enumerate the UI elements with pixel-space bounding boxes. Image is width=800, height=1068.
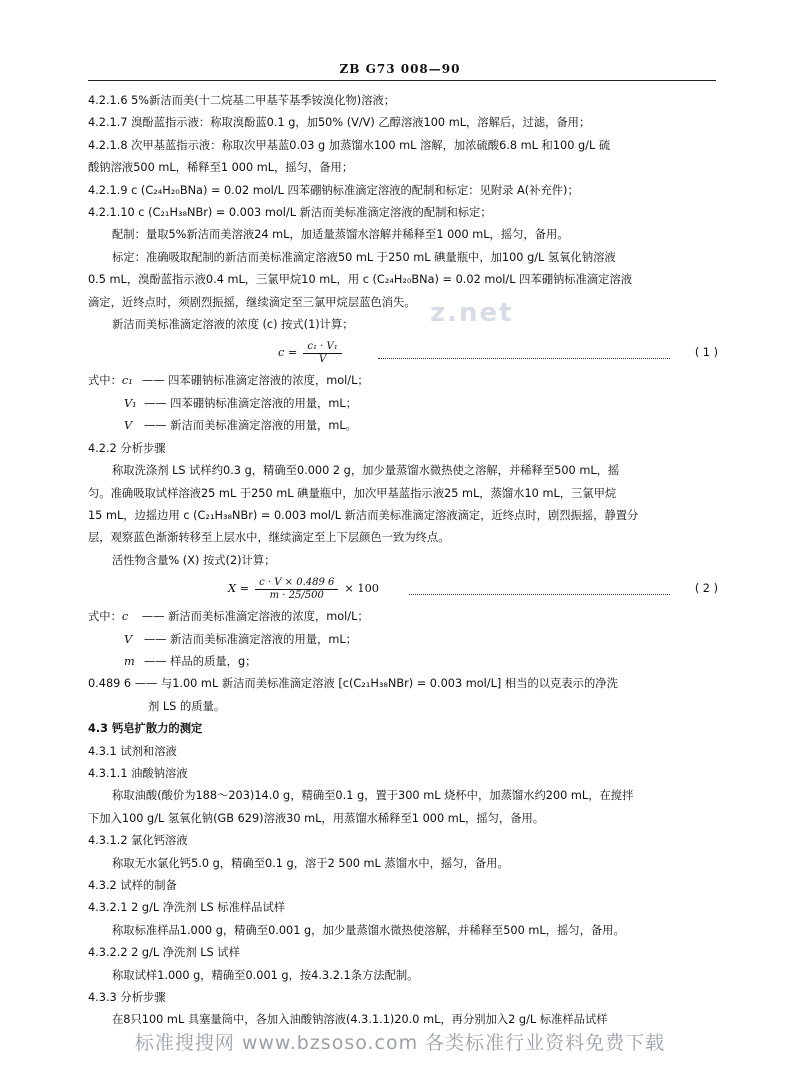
sample-text: 称取试样1.000 g，精确至0.001 g，按4.3.2.1条方法配制。 <box>112 968 419 982</box>
clause-4-2-1-10: 4.2.1.10 c (C₂₁H₃₈NBr) = 0.003 mol/L 新洁而美标准滴定溶液的配制和标定； <box>88 206 492 220</box>
formula-1-intro: 新洁而美标准滴定溶液的浓度 (c) 按式(1)计算； <box>112 318 354 332</box>
section-4-3-1-1-heading: 4.3.1.1 油酸钠溶液 <box>88 766 188 780</box>
formula-1-number: ( 1 ) <box>694 346 718 360</box>
symbol: m <box>124 654 135 668</box>
standard-sample-text: 称取标准样品1.000 g，精确至0.001 g，加少量蒸馏水微热使溶解，并稀释至500 mL，摇匀，备用。 <box>112 923 625 937</box>
symbol: c <box>121 610 129 624</box>
section-4-3-1-heading: 4.3.1 试剂和溶液 <box>88 744 177 758</box>
formula-2-legend-2 <box>88 629 718 651</box>
formula-2-number: ( 2 ) <box>694 581 718 595</box>
leader-dots <box>378 348 670 359</box>
calibration-text-cont: 0.5 mL，溴酚蓝指示液0.4 mL，三氯甲烷10 mL，用 c (C₂₄H₂₀BNa) = 0.02 mol/L 四苯硼钠标准滴定溶液 <box>88 273 633 287</box>
formula-2 <box>88 574 718 604</box>
definition: —— 样品的质量，g； <box>144 654 257 668</box>
sodium-oleate-text-2: 下加入100 g/L 氢氧化钠(GB 629)溶液30 mL，用蒸馏水稀释至1 000 mL，摇匀，备用。 <box>88 811 545 825</box>
symbol: c₁ <box>121 374 133 388</box>
calibration-text-end: 滴定，近终点时，须剧烈振摇，继续滴定至三氯甲烷层蓝色消失。 <box>88 295 416 309</box>
formula-1-legend-1 <box>88 370 718 392</box>
formula-1-denominator: V <box>318 353 327 365</box>
formula-2-fraction <box>255 577 338 602</box>
section-4-3-1-2-heading: 4.3.1.2 氯化钙溶液 <box>88 834 188 848</box>
procedure-text: 称取洗涤剂 LS 试样约0.3 g，精确至0.000 2 g，加少量蒸馏水微热使之溶解，并稀释至500 mL，摇 <box>112 464 620 478</box>
calibration-text: 标定：准确吸取配制的新洁而美标准滴定溶液50 mL 于250 mL 碘量瓶中，加100 g/L 氢氧化钠溶液 <box>112 250 616 264</box>
formula-2-legend-4-cont: 剂 LS 的质量。 <box>148 699 226 713</box>
formula-1-legend-3 <box>88 415 718 437</box>
footer-watermark: 标准搜搜网 www.bzsoso.com 各类标准行业资料免费下载 <box>134 1032 666 1054</box>
leader-dots <box>409 584 670 595</box>
formula-2-lhs: X = <box>228 581 250 595</box>
procedure-text-2: 匀。准确吸取试样溶液25 mL 于250 mL 碘量瓶中，加次甲基蓝指示液25 mL，蒸馏水10 mL，三氯甲烷 <box>88 486 617 500</box>
formula-2-legend-1 <box>88 606 718 628</box>
calcium-chloride-text: 称取无水氯化钙5.0 g，精确至0.1 g，溶于2 500 mL 蒸馏水中，摇匀，备用。 <box>112 856 509 870</box>
formula-2-legend-4: 0.489 6 —— 与1.00 mL 新洁而美标准滴定溶液 [c(C₂₁H₃₈NBr) = 0.003 mol/L] 相当的以克表示的净洗 <box>88 677 618 691</box>
formula-2-denominator: m · 25/500 <box>269 589 324 601</box>
section-4-2-2-heading: 4.2.2 分析步骤 <box>88 441 166 455</box>
header-rule <box>88 80 716 81</box>
where-label: 式中： <box>88 374 122 388</box>
formula-2-intro: 活性物含量% (X) 按式(2)计算； <box>112 553 276 567</box>
section-4-3-3-heading: 4.3.3 分析步骤 <box>88 991 166 1005</box>
formula-1-fraction <box>303 341 341 366</box>
definition: —— 新洁而美标准滴定溶液的用量，mL； <box>144 632 357 646</box>
preparation-text: 配制：量取5%新洁而美溶液24 mL，加适量蒸馏水溶解并稀释至1 000 mL，摇匀，备用。 <box>112 228 569 242</box>
formula-2-numerator: c · V × 0.489 6 <box>255 577 338 590</box>
formula-1-legend-2 <box>88 393 718 415</box>
where-label: 式中： <box>88 610 122 624</box>
formula-1-numerator: c₁ · V₁ <box>303 341 341 354</box>
definition: —— 新洁而美标准滴定溶液的浓度，mol/L； <box>141 610 369 624</box>
watermark-text: z.net <box>430 298 514 328</box>
analysis-procedure-text: 在8只100 mL 具塞量筒中，各加入油酸钠溶液(4.3.1.1)20.0 mL，再分别加入2 g/L 标准样品试样 <box>112 1013 608 1027</box>
formula-2-multiplier: × 100 <box>344 581 379 595</box>
procedure-text-4: 层，观察蓝色渐渐转移至上层水中，继续滴定至上下层颜色一致为终点。 <box>88 531 450 545</box>
sodium-oleate-text: 称取油酸(酸价为188～203)14.0 g，精确至0.1 g，置于300 mL 烧杯中，加蒸馏水约200 mL，在搅拌 <box>112 789 634 803</box>
section-4-3-2-2-heading: 4.3.2.2 2 g/L 净洗剂 LS 试样 <box>88 946 240 960</box>
section-4-3-2-1-heading: 4.3.2.1 2 g/L 净洗剂 LS 标准样品试样 <box>88 901 286 915</box>
section-4-3-heading: 4.3 钙皂扩散力的测定 <box>88 722 203 736</box>
formula-2-legend-3 <box>88 651 718 673</box>
clause-4-2-1-9: 4.2.1.9 c (C₂₄H₂₀BNa) = 0.02 mol/L 四苯硼钠标准滴定溶液的配制和标定：见附录 A(补充件)； <box>88 183 579 197</box>
formula-1-lhs: c = <box>278 346 298 360</box>
document-body <box>88 90 718 1032</box>
procedure-text-3: 15 mL，边摇边用 c (C₂₁H₃₈NBr) = 0.003 mol/L 新洁而美标准滴定溶液滴定，近终点时，剧烈振摇，静置分 <box>88 508 639 522</box>
symbol: V <box>124 419 133 433</box>
section-4-3-2-heading: 4.3.2 试样的制备 <box>88 879 177 892</box>
formula-1 <box>88 338 718 368</box>
symbol: V <box>124 632 133 646</box>
symbol: V₁ <box>124 396 137 410</box>
clause-4-2-1-8: 4.2.1.8 次甲基蓝指示液：称取次甲基蓝0.03 g 加蒸馏水100 mL 溶解，加浓硫酸6.8 mL 和100 g/L 硫 <box>88 138 611 152</box>
clause-4-2-1-8-cont: 酸钠溶液500 mL，稀释至1 000 mL，摇匀，备用； <box>88 161 354 175</box>
clause-4-2-1-6: 4.2.1.6 5%新洁而美(十二烷基二甲基苄基季铵溴化物)溶液； <box>88 94 396 107</box>
definition: —— 四苯硼钠标准滴定溶液的浓度，mol/L； <box>141 374 369 388</box>
clause-4-2-1-7: 4.2.1.7 溴酚蓝指示液：称取溴酚蓝0.1 g，加50% (V/V) 乙醇溶液100 mL，溶解后，过滤，备用； <box>88 116 591 130</box>
definition: —— 四苯硼钠标准滴定溶液的用量，mL； <box>144 396 357 410</box>
standard-code-header: ZB G73 008—90 <box>339 62 461 76</box>
definition: —— 新洁而美标准滴定溶液的用量，mL。 <box>144 419 357 433</box>
